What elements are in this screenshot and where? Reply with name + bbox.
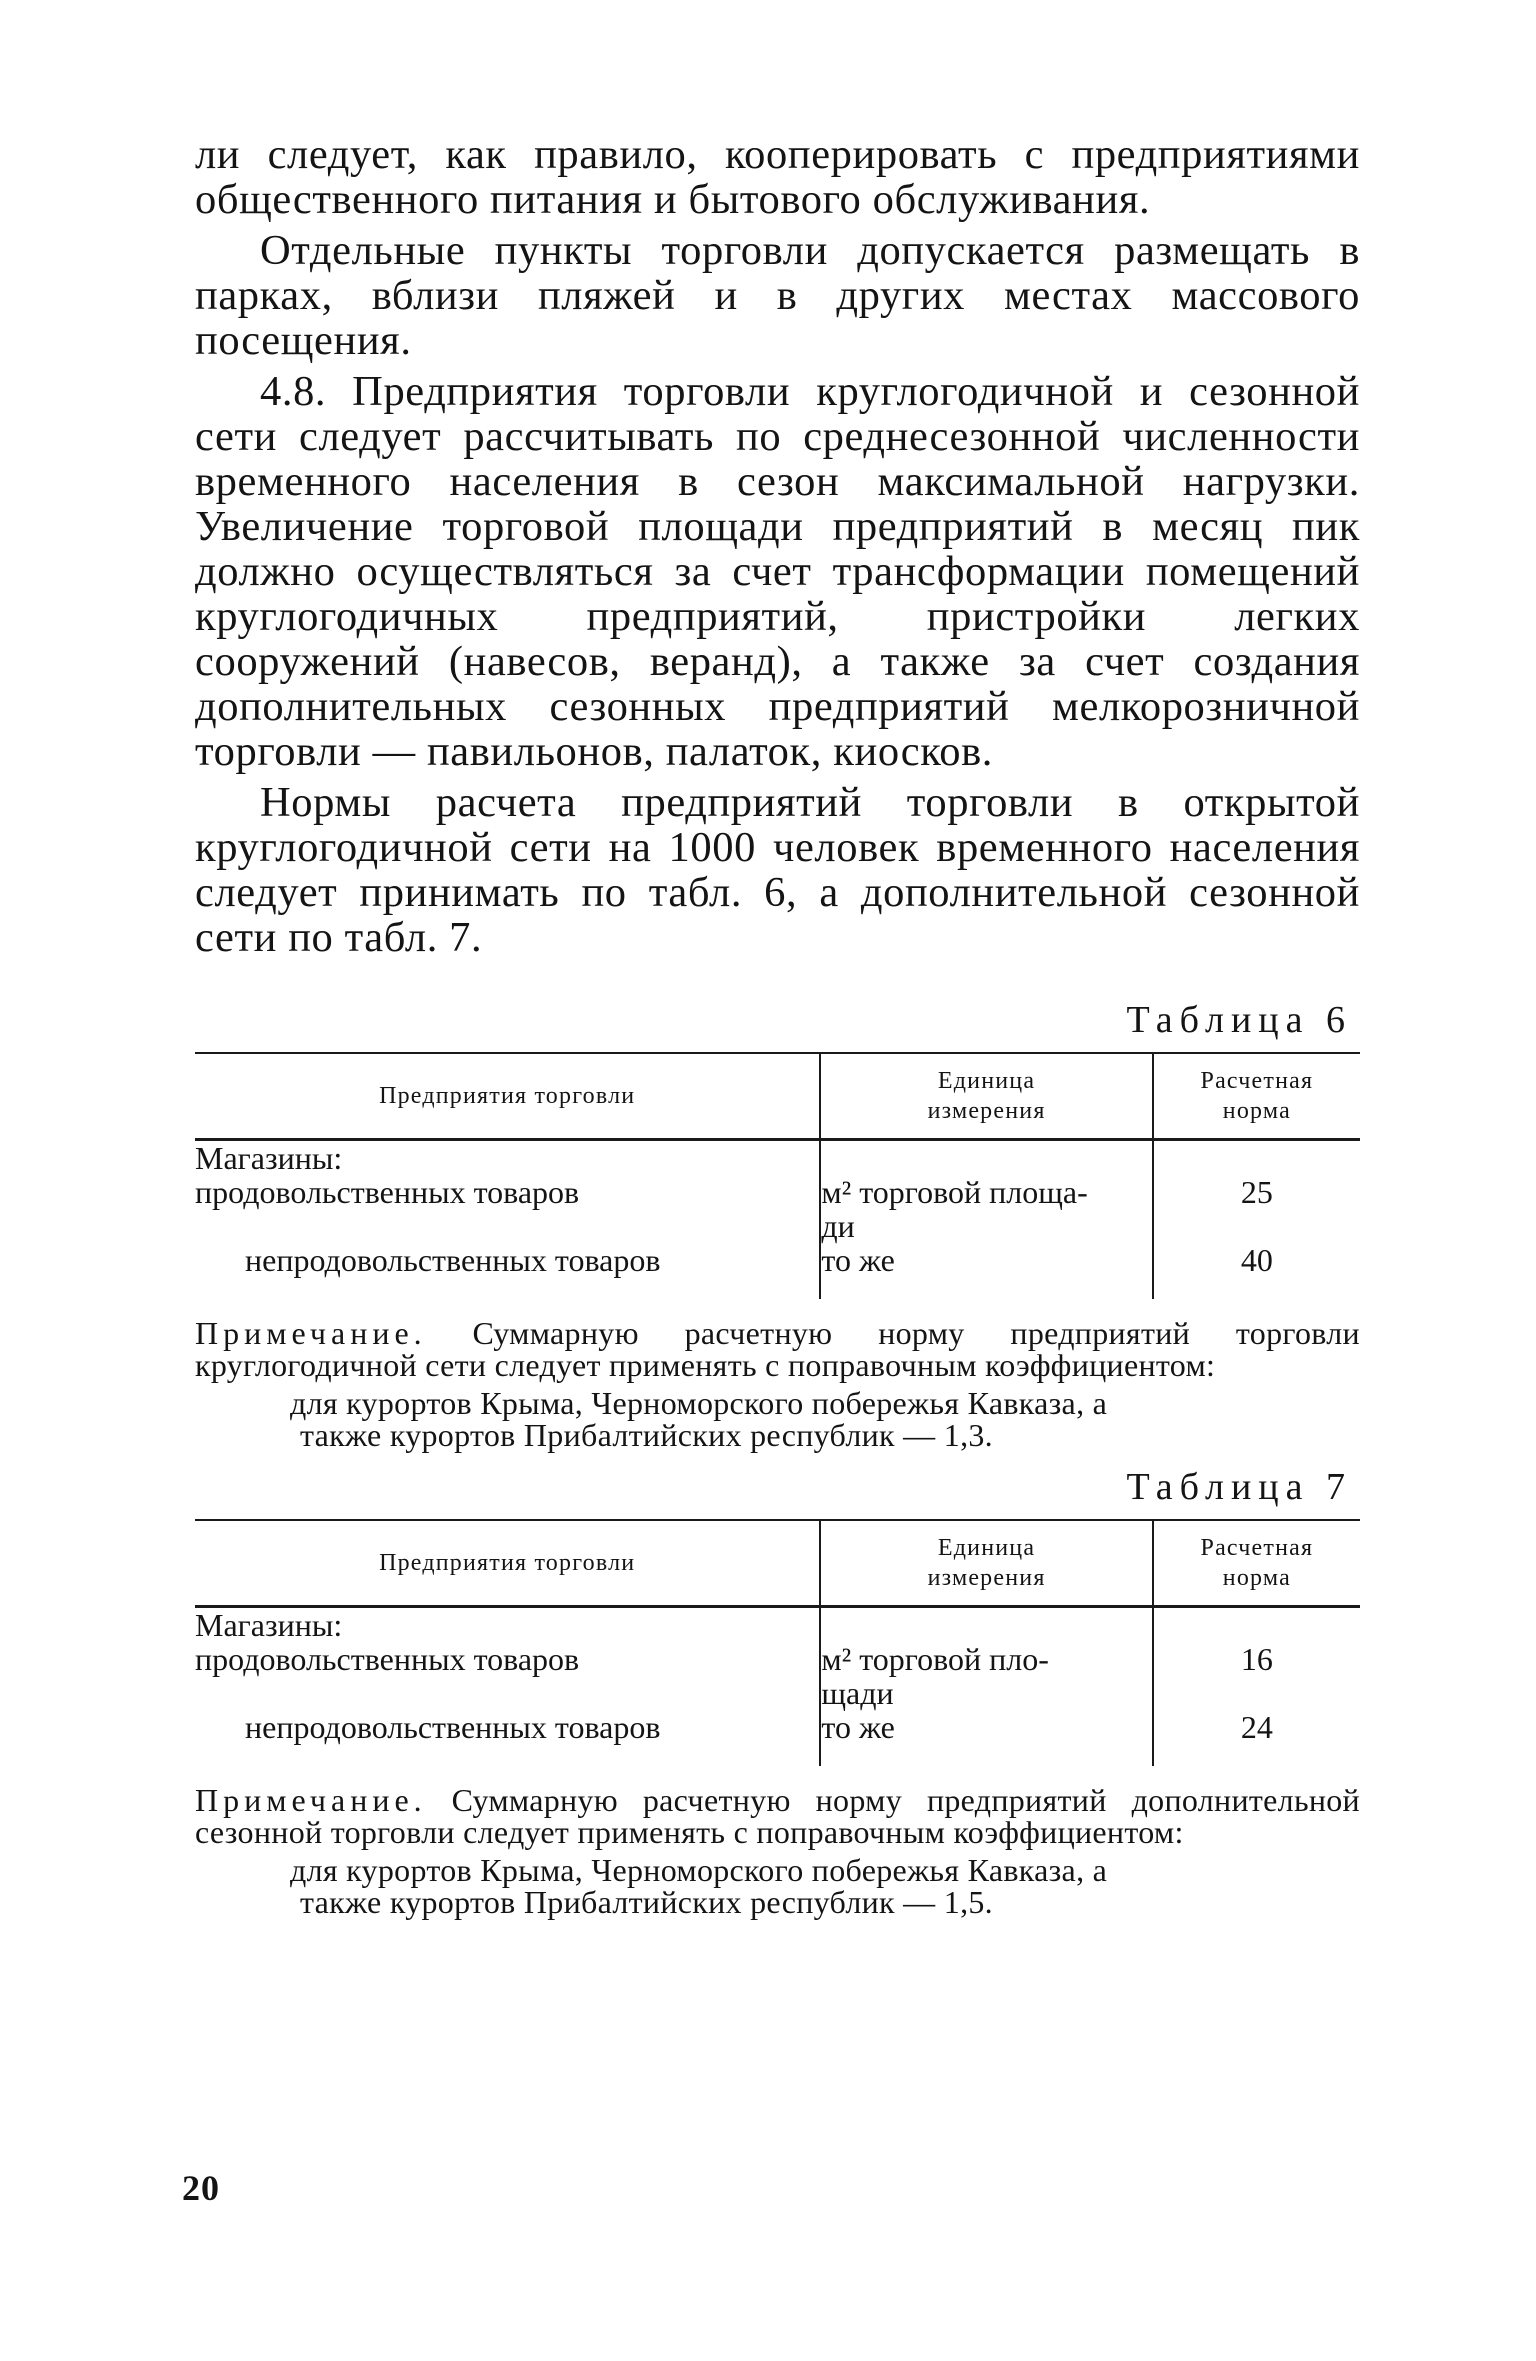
table-6-header-unit [820, 1053, 1152, 1140]
table-6-header-row [195, 1053, 1360, 1140]
table-7-caption: Таблица 7 [1126, 1466, 1352, 1508]
table-6-row-2-unit: то же [820, 1243, 1152, 1277]
table-6-note-label: Примечание. [195, 1315, 427, 1351]
paragraph-trade-points: Отдельные пункты торговли допускается размещать в парках, вблизи пляжей и в других местах массового посещения. [195, 227, 1360, 364]
table-7-note-line2: также курортов Прибалтийских республик — 1,5. [300, 1884, 993, 1920]
table-7-note-label: Примечание. [195, 1782, 427, 1818]
table-7-group-label: Магазины: [195, 1607, 343, 1643]
table-7-header-unit [820, 1520, 1152, 1607]
paragraph-calculation-norms: Нормы расчета предприятий торговли в открытой круглогодичной сети на 1000 человек временного населения следует принимать по табл. 6, а дополнительной сезонной сети по табл. 7. [195, 779, 1360, 961]
table-6 [195, 1052, 1360, 1299]
table-6-header-norm [1153, 1053, 1360, 1140]
table-6-row-2-value: 40 [1153, 1243, 1360, 1277]
table-6-header-unit-line2: измерения [927, 1098, 1046, 1124]
table-6-row-1-unit-line1: м² торговой площа- [821, 1174, 1088, 1210]
table-6-row-2-name: непродовольственных товаров [245, 1242, 661, 1278]
table-7-header-unit-line1: Единица [937, 1535, 1036, 1561]
table-row [195, 1175, 1360, 1243]
table-7-row-1-unit-line2: щади [821, 1675, 894, 1711]
table-7-note-line1: для курортов Крыма, Черноморского побережья Кавказа, а [290, 1852, 1108, 1888]
table-6-note-coefficient [290, 1387, 1360, 1451]
table-7-header-norm [1153, 1520, 1360, 1607]
table-7-header-enterprises: Предприятия торговли [379, 1550, 636, 1576]
table-7-note [195, 1784, 1360, 1848]
table-6-note-line2: также курортов Прибалтийских республик — 1,3. [300, 1417, 993, 1453]
table-7-row-1-name: продовольственных товаров [195, 1641, 580, 1677]
paragraph-continuation: ли следует, как правило, кооперировать с предприятиями общественного питания и бытового обслуживания. [195, 131, 1360, 223]
table-6-caption: Таблица 6 [1126, 999, 1352, 1041]
table-6-note-text: Суммарную расчетную норму предприятий торговли круглогодичной сети следует применять с поправочным коэффициентом: [195, 1315, 1360, 1383]
table-6-row-1-unit-line2: ди [821, 1208, 855, 1244]
table-7-row-1-unit [820, 1642, 1152, 1710]
table-7-row-2-value: 24 [1153, 1710, 1360, 1744]
document-page [195, 132, 1360, 1918]
table-7-note-text: Суммарную расчетную норму предприятий дополнительной сезонной торговли следует применять с поправочным коэффициентом: [195, 1782, 1360, 1850]
table-row [195, 1710, 1360, 1744]
table-7-row-2-name: непродовольственных товаров [245, 1709, 661, 1745]
table-7 [195, 1519, 1360, 1766]
table-row [195, 1642, 1360, 1710]
table-7-header-row [195, 1520, 1360, 1607]
table-6-row-1-name: продовольственных товаров [195, 1174, 580, 1210]
table-7-row-1-value: 16 [1153, 1642, 1360, 1710]
table-6-header-norm-line2: норма [1222, 1098, 1291, 1124]
table-6-row-1-unit [820, 1175, 1152, 1243]
table-6-header-enterprises: Предприятия торговли [379, 1083, 636, 1109]
table-row [195, 1243, 1360, 1277]
table-6-note-line1: для курортов Крыма, Черноморского побережья Кавказа, а [290, 1385, 1108, 1421]
table-6-header-unit-line1: Единица [937, 1068, 1036, 1094]
table-7-header-norm-line1: Расчетная [1200, 1535, 1314, 1561]
table-6-group-label: Магазины: [195, 1140, 343, 1176]
table-6-row-1-value: 25 [1153, 1175, 1360, 1243]
table-7-note-coefficient [290, 1854, 1360, 1918]
table-6-header-norm-line1: Расчетная [1200, 1068, 1314, 1094]
table-7-header-unit-line2: измерения [927, 1565, 1046, 1591]
table-7-header-norm-line2: норма [1222, 1565, 1291, 1591]
table-6-note [195, 1317, 1360, 1381]
table-7-group-row [195, 1607, 1360, 1643]
paragraph-section-4-8: 4.8. Предприятия торговли круглогодичной и сезонной сети следует рассчитывать по среднесезонной численности временного населения в сезон максимальной нагрузки. Увеличение торговой площади предприятий в месяц пик должно осуществляться за счет трансформации помещений круглогодичных предприятий, пристройки легких сооружений (навесов, веранд), а также за счет создания дополнительных сезонных предприятий мелкорозничной торговли — павильонов, палаток, киосков. [195, 368, 1360, 775]
table-7-row-2-unit: то же [820, 1710, 1152, 1744]
page-number: 20 [182, 2168, 220, 2208]
table-7-row-1-unit-line1: м² торговой пло- [821, 1641, 1049, 1677]
table-6-group-row [195, 1140, 1360, 1176]
